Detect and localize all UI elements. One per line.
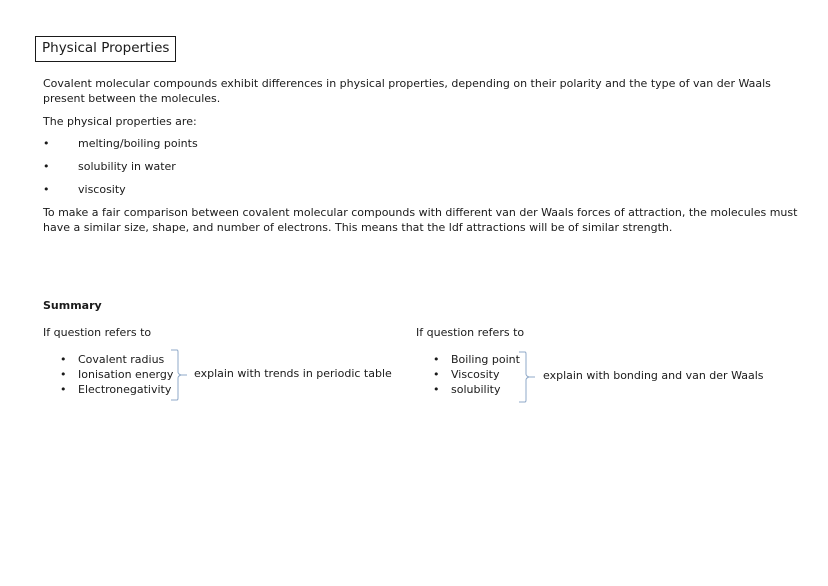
list-item-label: Boiling point xyxy=(451,353,520,366)
bullet-icon: • xyxy=(60,383,67,396)
bullet-icon: • xyxy=(43,183,50,196)
list-item xyxy=(60,352,173,367)
summary-right-list xyxy=(433,352,520,397)
property-item-melting-boiling xyxy=(43,136,198,151)
property-item-viscosity xyxy=(43,182,126,197)
bullet-icon: • xyxy=(433,368,440,381)
list-item xyxy=(433,382,520,397)
summary-title: Summary xyxy=(43,299,102,312)
property-label: viscosity xyxy=(78,183,126,196)
right-brace-icon xyxy=(518,351,536,403)
summary-left-list xyxy=(60,352,173,397)
summary-right-heading: If question refers to xyxy=(416,326,525,339)
right-brace-icon xyxy=(170,349,188,401)
list-item xyxy=(60,382,173,397)
bullet-icon: • xyxy=(433,353,440,366)
property-label: solubility in water xyxy=(78,160,176,173)
bullet-icon: • xyxy=(433,383,440,396)
property-item-solubility xyxy=(43,159,176,174)
list-item xyxy=(433,352,520,367)
list-item xyxy=(60,367,173,382)
intro-paragraph: Covalent molecular compounds exhibit differences in physical properties, depending on their polarity and the type of van der Waals present between the molecules. xyxy=(43,77,771,105)
list-item-label: solubility xyxy=(451,383,501,396)
list-item-label: Ionisation energy xyxy=(78,368,174,381)
bullet-icon: • xyxy=(60,353,67,366)
page-title: Physical Properties xyxy=(35,36,176,62)
bullet-icon: • xyxy=(60,368,67,381)
list-item-label: Viscosity xyxy=(451,368,500,381)
list-item-label: Covalent radius xyxy=(78,353,165,366)
summary-right-explain: explain with bonding and van der Waals xyxy=(543,369,764,382)
summary-left-explain: explain with trends in periodic table xyxy=(194,367,392,380)
comparison-paragraph: To make a fair comparison between covalent molecular compounds with different van der Waals forces of attraction, the molecules must have a similar size, shape, and number of electrons. This means that the ldf attractions will be of similar strength. xyxy=(43,206,798,234)
summary-left-heading: If question refers to xyxy=(43,326,152,339)
list-item-label: Electronegativity xyxy=(78,383,172,396)
list-item xyxy=(433,367,520,382)
properties-intro: The physical properties are: xyxy=(43,115,197,128)
bullet-icon: • xyxy=(43,137,50,150)
property-label: melting/boiling points xyxy=(78,137,198,150)
bullet-icon: • xyxy=(43,160,50,173)
